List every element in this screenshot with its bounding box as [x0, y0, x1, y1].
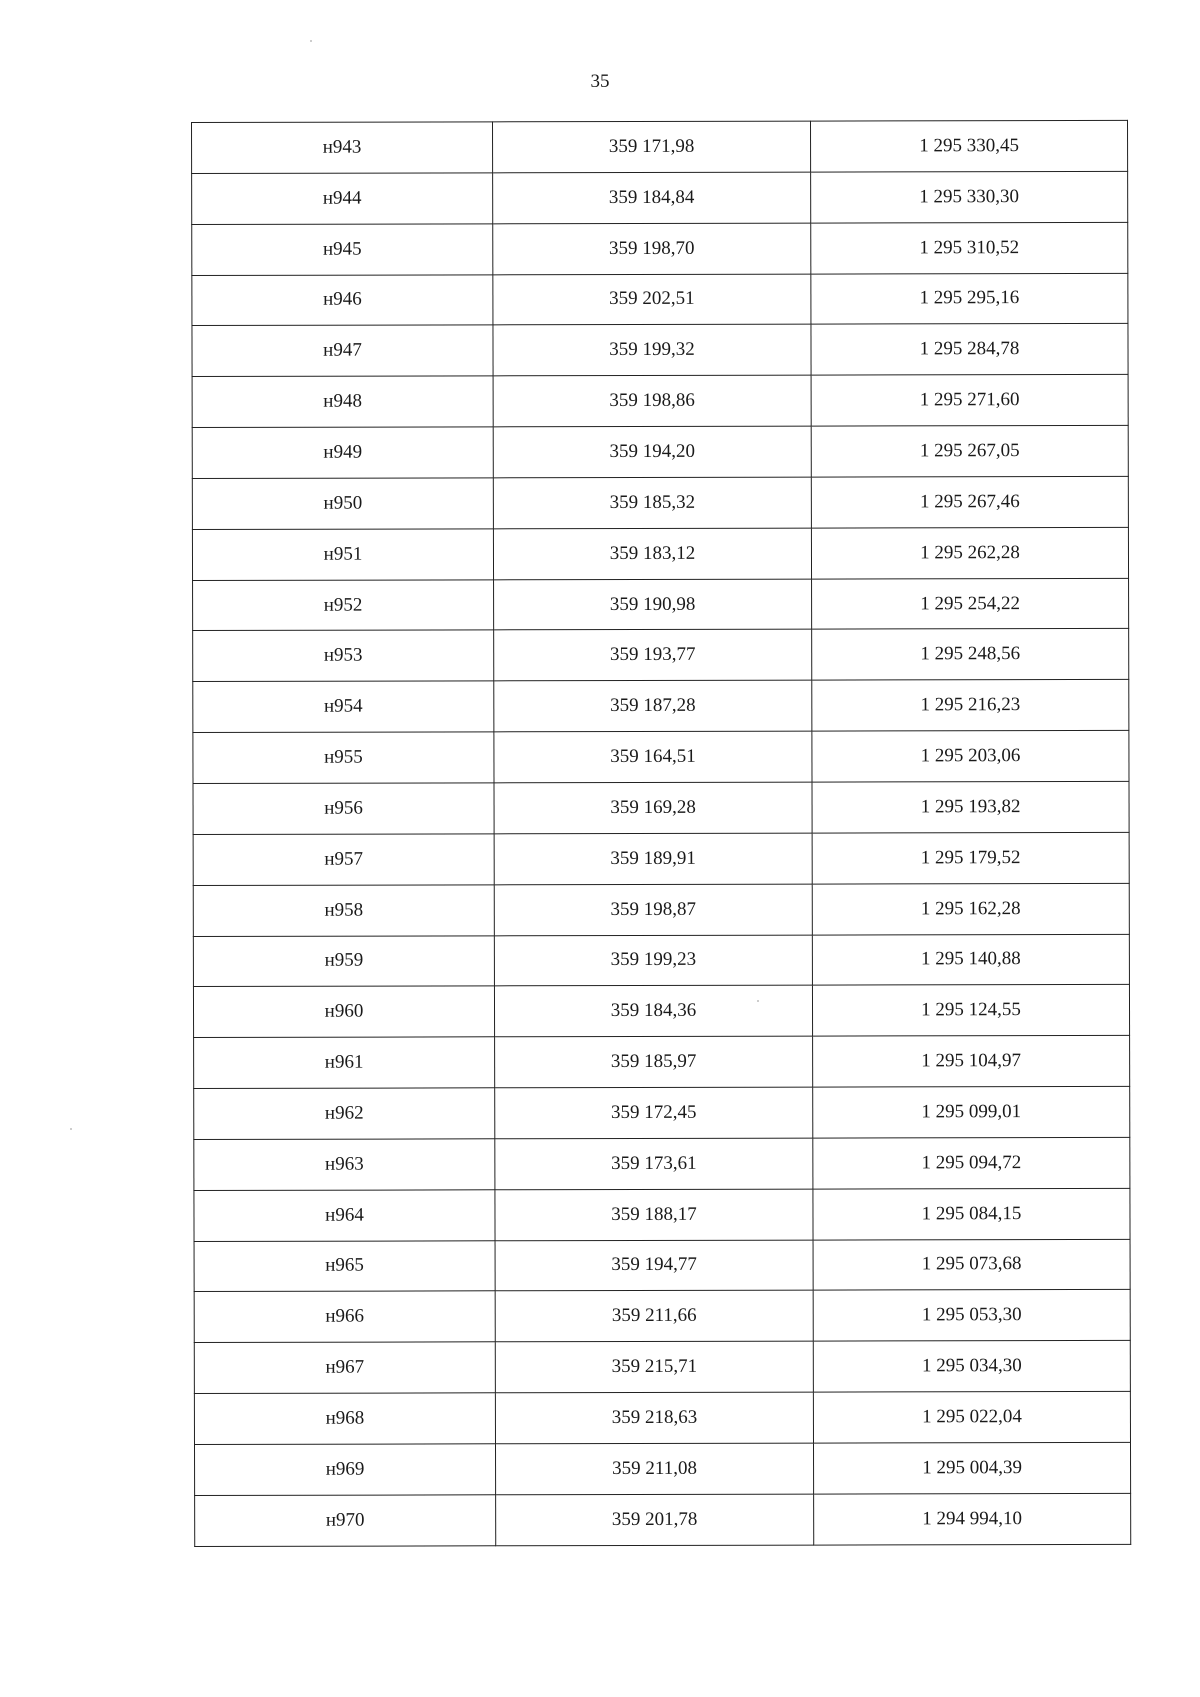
point-id-cell: н963: [194, 1139, 495, 1191]
point-id-cell: н953: [193, 630, 494, 682]
table-row: [192, 375, 1128, 428]
x-coordinate-cell: 359 193,77: [494, 630, 812, 682]
x-coordinate-cell: 359 164,51: [494, 731, 812, 783]
y-coordinate-cell: 1 295 073,68: [813, 1239, 1130, 1291]
table-row: [192, 425, 1128, 478]
point-id-cell: н944: [192, 173, 493, 225]
table-row: [193, 629, 1129, 682]
y-coordinate-cell: 1 295 140,88: [812, 934, 1129, 986]
table-row: [194, 1036, 1130, 1089]
y-coordinate-cell: 1 294 994,10: [814, 1493, 1131, 1545]
y-coordinate-cell: 1 295 094,72: [813, 1137, 1130, 1189]
y-coordinate-cell: 1 295 104,97: [813, 1036, 1130, 1088]
table-row: [194, 1137, 1130, 1190]
table-row: [192, 527, 1128, 580]
point-id-cell: н956: [193, 783, 494, 835]
table-row: [193, 578, 1129, 631]
point-id-cell: н962: [194, 1088, 495, 1140]
point-id-cell: н961: [194, 1037, 495, 1089]
x-coordinate-cell: 359 199,23: [494, 935, 812, 987]
table-row: [192, 120, 1128, 173]
point-id-cell: н960: [193, 986, 494, 1038]
point-id-cell: н959: [193, 935, 494, 987]
y-coordinate-cell: 1 295 179,52: [812, 832, 1129, 884]
y-coordinate-cell: 1 295 262,28: [811, 527, 1128, 579]
x-coordinate-cell: 359 199,32: [493, 324, 811, 376]
y-coordinate-cell: 1 295 162,28: [812, 883, 1129, 935]
table-row: [194, 1391, 1130, 1444]
point-id-cell: н946: [192, 274, 493, 326]
y-coordinate-cell: 1 295 330,45: [810, 120, 1127, 172]
x-coordinate-cell: 359 184,84: [493, 172, 811, 224]
y-coordinate-cell: 1 295 004,39: [813, 1442, 1130, 1494]
x-coordinate-cell: 359 172,45: [495, 1087, 813, 1139]
scan-speck: [757, 1000, 759, 1002]
table-row: [192, 273, 1128, 326]
y-coordinate-cell: 1 295 330,30: [811, 171, 1128, 223]
x-coordinate-cell: 359 198,87: [494, 884, 812, 936]
point-id-cell: н954: [193, 681, 494, 733]
point-id-cell: н967: [194, 1342, 495, 1394]
y-coordinate-cell: 1 295 254,22: [812, 578, 1129, 630]
y-coordinate-cell: 1 295 053,30: [813, 1290, 1130, 1342]
table-row: [193, 680, 1129, 733]
table-row: [193, 985, 1129, 1038]
table-row: [194, 1290, 1130, 1343]
coordinates-table: [191, 120, 1131, 1547]
point-id-cell: н970: [195, 1495, 496, 1547]
x-coordinate-cell: 359 194,20: [493, 426, 811, 478]
x-coordinate-cell: 359 169,28: [494, 782, 812, 834]
point-id-cell: н943: [192, 122, 493, 174]
table-row: [192, 324, 1128, 377]
y-coordinate-cell: 1 295 124,55: [812, 985, 1129, 1037]
x-coordinate-cell: 359 198,86: [493, 375, 811, 427]
table-row: [193, 832, 1129, 885]
x-coordinate-cell: 359 189,91: [494, 833, 812, 885]
y-coordinate-cell: 1 295 216,23: [812, 680, 1129, 732]
table-row: [195, 1442, 1131, 1495]
point-id-cell: н945: [192, 224, 493, 276]
scan-speck: [310, 40, 312, 42]
point-id-cell: н955: [193, 732, 494, 784]
coordinates-table-body: [192, 120, 1131, 1546]
point-id-cell: н957: [193, 834, 494, 886]
x-coordinate-cell: 359 173,61: [495, 1138, 813, 1190]
y-coordinate-cell: 1 295 271,60: [811, 375, 1128, 427]
point-id-cell: н969: [195, 1444, 496, 1496]
table-row: [194, 1086, 1130, 1139]
x-coordinate-cell: 359 211,66: [495, 1290, 813, 1342]
scan-speck: [70, 1128, 72, 1130]
page-number: 35: [590, 71, 610, 92]
point-id-cell: н949: [192, 427, 493, 479]
table-row: [193, 883, 1129, 936]
x-coordinate-cell: 359 188,17: [495, 1189, 813, 1241]
y-coordinate-cell: 1 295 284,78: [811, 324, 1128, 376]
x-coordinate-cell: 359 194,77: [495, 1240, 813, 1292]
table-row: [192, 476, 1128, 529]
x-coordinate-cell: 359 171,98: [493, 121, 811, 173]
y-coordinate-cell: 1 295 084,15: [813, 1188, 1130, 1240]
table-row: [192, 171, 1128, 224]
y-coordinate-cell: 1 295 203,06: [812, 730, 1129, 782]
point-id-cell: н950: [192, 478, 493, 530]
x-coordinate-cell: 359 198,70: [493, 223, 811, 275]
table-row: [194, 1341, 1130, 1394]
point-id-cell: н958: [193, 884, 494, 936]
y-coordinate-cell: 1 295 310,52: [811, 222, 1128, 274]
point-id-cell: н968: [194, 1393, 495, 1445]
y-coordinate-cell: 1 295 248,56: [812, 629, 1129, 681]
x-coordinate-cell: 359 185,97: [495, 1036, 813, 1088]
y-coordinate-cell: 1 295 267,46: [811, 476, 1128, 528]
y-coordinate-cell: 1 295 193,82: [812, 781, 1129, 833]
table-row: [195, 1493, 1131, 1546]
x-coordinate-cell: 359 202,51: [493, 274, 811, 326]
table-row: [193, 730, 1129, 783]
point-id-cell: н947: [192, 325, 493, 377]
x-coordinate-cell: 359 183,12: [493, 528, 811, 580]
y-coordinate-cell: 1 295 034,30: [813, 1341, 1130, 1393]
x-coordinate-cell: 359 190,98: [494, 579, 812, 631]
x-coordinate-cell: 359 218,63: [495, 1392, 813, 1444]
y-coordinate-cell: 1 295 022,04: [813, 1391, 1130, 1443]
point-id-cell: н948: [192, 376, 493, 428]
point-id-cell: н966: [194, 1291, 495, 1343]
table-row: [193, 934, 1129, 987]
table-row: [193, 781, 1129, 834]
x-coordinate-cell: 359 184,36: [494, 985, 812, 1037]
y-coordinate-cell: 1 295 267,05: [811, 425, 1128, 477]
point-id-cell: н965: [194, 1240, 495, 1292]
point-id-cell: н952: [193, 579, 494, 631]
point-id-cell: н951: [192, 529, 493, 581]
x-coordinate-cell: 359 201,78: [496, 1494, 814, 1546]
x-coordinate-cell: 359 185,32: [493, 477, 811, 529]
table-row: [192, 222, 1128, 275]
x-coordinate-cell: 359 211,08: [495, 1443, 813, 1495]
x-coordinate-cell: 359 215,71: [495, 1341, 813, 1393]
table-row: [194, 1188, 1130, 1241]
x-coordinate-cell: 359 187,28: [494, 680, 812, 732]
table-row: [194, 1239, 1130, 1292]
y-coordinate-cell: 1 295 295,16: [811, 273, 1128, 325]
point-id-cell: н964: [194, 1190, 495, 1242]
y-coordinate-cell: 1 295 099,01: [813, 1086, 1130, 1138]
